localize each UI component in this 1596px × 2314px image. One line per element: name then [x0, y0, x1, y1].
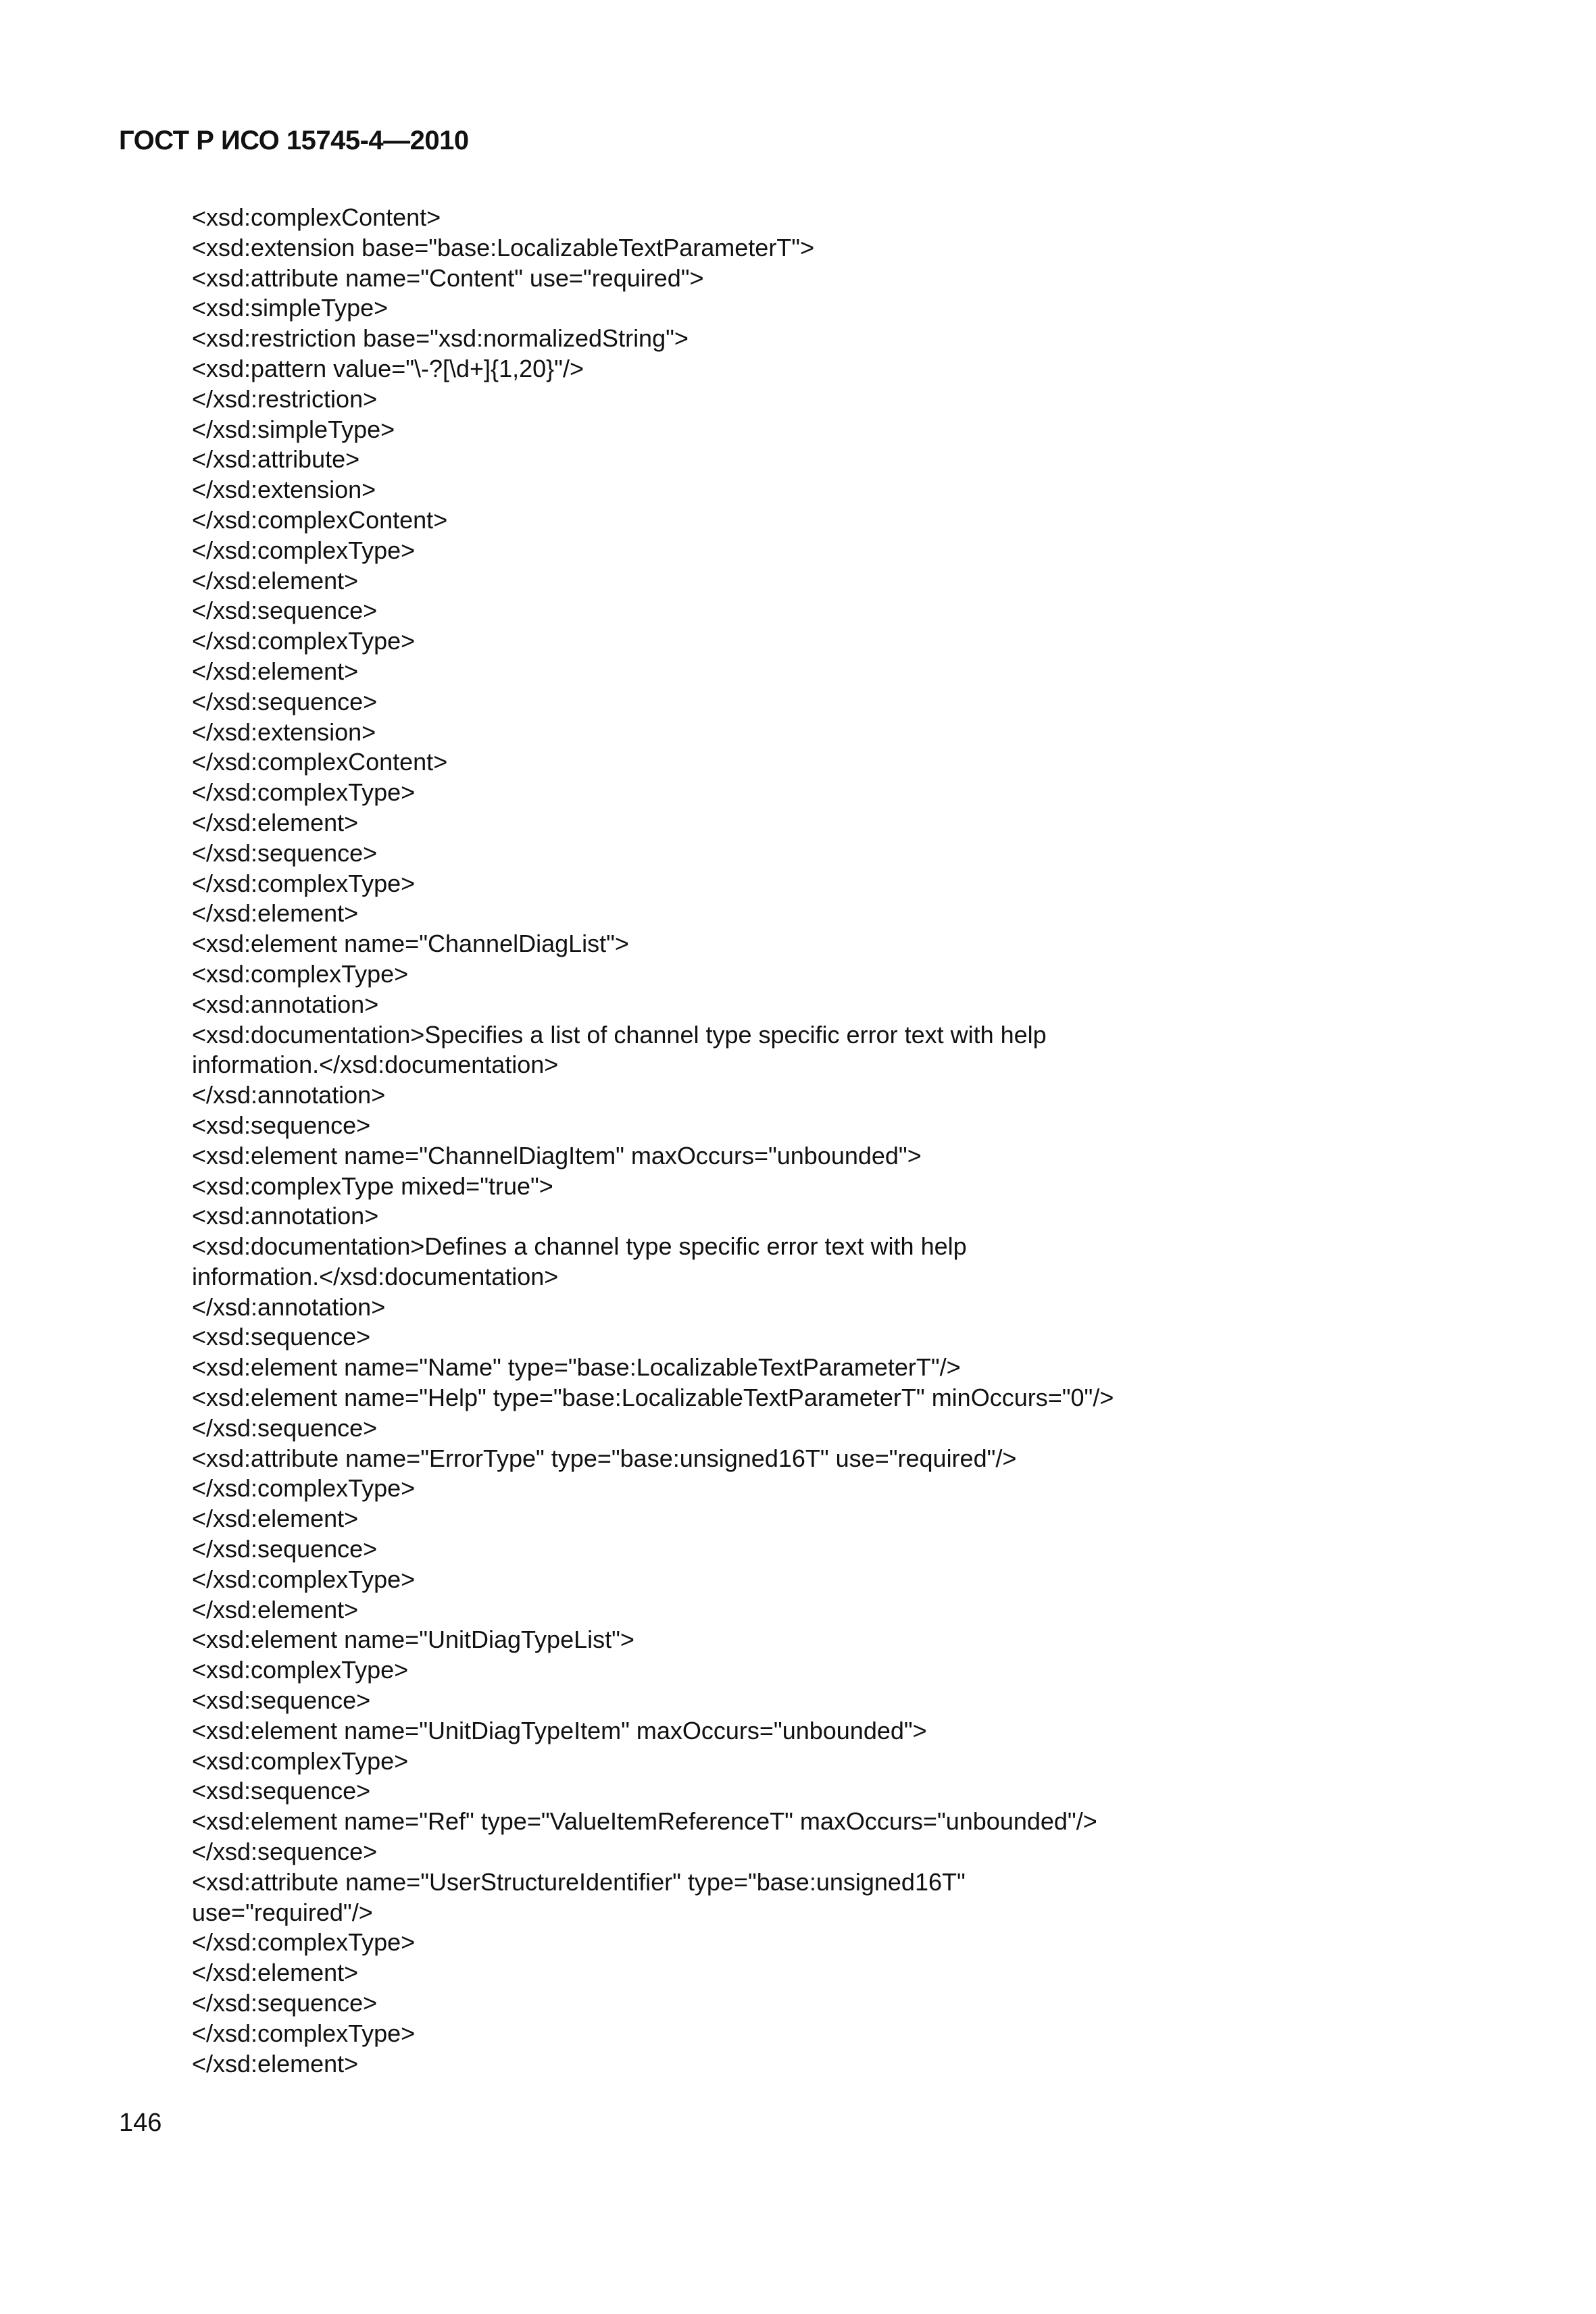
- code-line: <xsd:documentation>Defines a channel type specific error text with help: [192, 1232, 967, 1261]
- code-line: </xsd:complexContent>: [192, 748, 448, 776]
- code-line: information.</xsd:documentation>: [192, 1051, 559, 1079]
- code-line: <xsd:restriction base="xsd:normalizedString">: [192, 324, 689, 353]
- code-line: <xsd:complexType mixed="true">: [192, 1172, 553, 1200]
- code-line: <xsd:complexType>: [192, 1656, 409, 1684]
- code-line: </xsd:restriction>: [192, 384, 378, 413]
- code-line: <xsd:attribute name="Content" use="required">: [192, 263, 704, 292]
- code-line: </xsd:complexType>: [192, 869, 416, 897]
- code-line: </xsd:complexType>: [192, 1474, 416, 1503]
- code-line: <xsd:element name="UnitDiagTypeItem" maxOccurs="unbounded">: [192, 1716, 927, 1744]
- code-line: </xsd:complexType>: [192, 536, 416, 564]
- code-line: </xsd:complexType>: [192, 2019, 416, 2047]
- document-header: ГОСТ Р ИСО 15745-4—2010: [119, 126, 469, 155]
- code-line: </xsd:sequence>: [192, 1838, 378, 1866]
- code-line: <xsd:sequence>: [192, 1323, 371, 1351]
- code-line: </xsd:annotation>: [192, 1081, 386, 1109]
- code-line: </xsd:sequence>: [192, 1413, 378, 1442]
- code-line: </xsd:sequence>: [192, 687, 378, 715]
- code-line: </xsd:complexType>: [192, 1928, 416, 1957]
- code-line: </xsd:element>: [192, 1595, 359, 1624]
- page-number: 146: [119, 2109, 162, 2137]
- code-line: </xsd:annotation>: [192, 1292, 386, 1321]
- code-line: </xsd:complexType>: [192, 1565, 416, 1593]
- code-line: </xsd:element>: [192, 1959, 359, 1987]
- code-line: </xsd:complexType>: [192, 778, 416, 807]
- code-line: <xsd:annotation>: [192, 990, 379, 1018]
- code-line: <xsd:simpleType>: [192, 294, 389, 322]
- code-line: </xsd:sequence>: [192, 597, 378, 625]
- code-line: <xsd:sequence>: [192, 1777, 371, 1805]
- code-line: <xsd:complexType>: [192, 959, 409, 988]
- code-line: <xsd:element name="Name" type="base:LocalizableTextParameterT"/>: [192, 1353, 961, 1382]
- code-line: <xsd:complexType>: [192, 1746, 409, 1775]
- code-line: <xsd:element name="Ref" type="ValueItemReferenceT" maxOccurs="unbounded"/>: [192, 1807, 1097, 1836]
- code-line: </xsd:element>: [192, 657, 359, 685]
- code-line: </xsd:sequence>: [192, 1535, 378, 1563]
- code-line: <xsd:sequence>: [192, 1111, 371, 1139]
- code-line: <xsd:annotation>: [192, 1202, 379, 1230]
- code-line: <xsd:attribute name="ErrorType" type="base:unsigned16T" use="required"/>: [192, 1444, 1017, 1472]
- code-line: </xsd:attribute>: [192, 445, 360, 474]
- code-line: <xsd:documentation>Specifies a list of channel type specific error text with help: [192, 1020, 1047, 1049]
- code-line: <xsd:sequence>: [192, 1686, 371, 1715]
- code-line: </xsd:extension>: [192, 476, 376, 504]
- code-line: </xsd:element>: [192, 1505, 359, 1533]
- code-line: </xsd:element>: [192, 899, 359, 928]
- code-line: <xsd:element name="ChannelDiagItem" maxOccurs="unbounded">: [192, 1141, 922, 1169]
- code-line: </xsd:sequence>: [192, 1989, 378, 2017]
- code-line: <xsd:element name="ChannelDiagList">: [192, 930, 629, 958]
- code-line: </xsd:element>: [192, 566, 359, 595]
- code-line: </xsd:complexType>: [192, 627, 416, 655]
- code-line: </xsd:element>: [192, 2049, 359, 2078]
- code-line: </xsd:extension>: [192, 718, 376, 746]
- code-line: <xsd:element name="Help" type="base:LocalizableTextParameterT" minOccurs="0"/>: [192, 1384, 1114, 1412]
- code-line: </xsd:sequence>: [192, 838, 378, 867]
- code-line: </xsd:simpleType>: [192, 415, 395, 443]
- code-line: <xsd:element name="UnitDiagTypeList">: [192, 1626, 634, 1654]
- xml-schema-code-block: [192, 203, 1530, 2079]
- code-line: <xsd:complexContent>: [192, 203, 441, 231]
- code-line: information.</xsd:documentation>: [192, 1262, 559, 1290]
- code-line: </xsd:complexContent>: [192, 505, 448, 534]
- code-line: <xsd:attribute name="UserStructureIdentifier" type="base:unsigned16T": [192, 1867, 966, 1896]
- code-line: <xsd:pattern value="\-?[\d+]{1,20}"/>: [192, 354, 584, 382]
- code-line: <xsd:extension base="base:LocalizableTextParameterT">: [192, 233, 815, 261]
- code-line: </xsd:element>: [192, 808, 359, 836]
- code-line: use="required"/>: [192, 1898, 373, 1926]
